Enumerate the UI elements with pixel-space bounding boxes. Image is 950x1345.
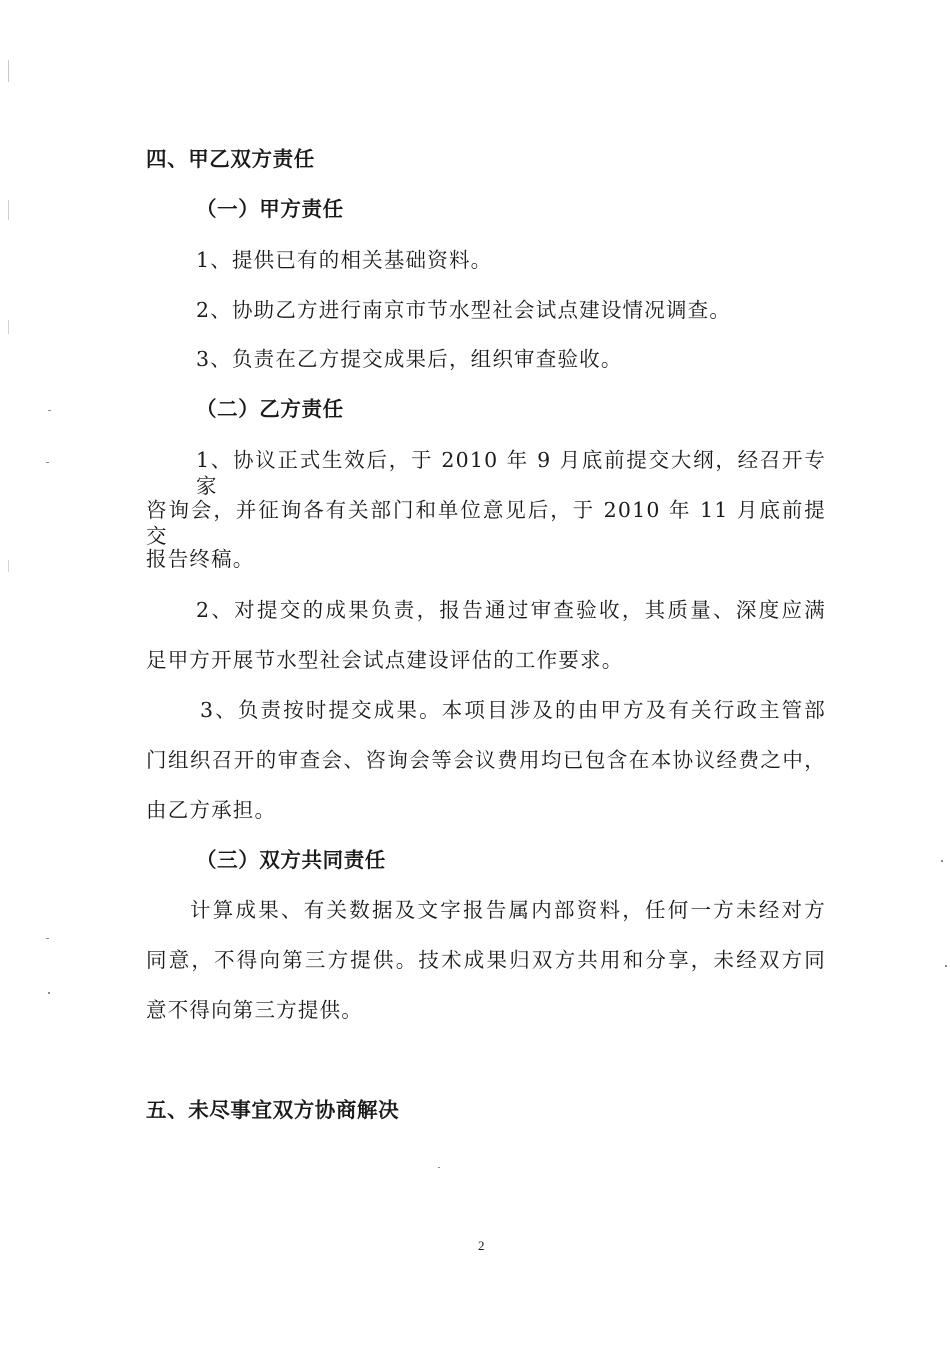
scan-speck <box>46 938 49 939</box>
scan-speck <box>8 320 9 334</box>
scan-speck <box>941 860 943 862</box>
subsection-1-heading: （一）甲方责任 <box>196 197 344 221</box>
joint-duty-line-2: 同意，不得向第三方提供。技术成果归双方共用和分享，未经双方同 <box>146 948 826 972</box>
party-a-item-3: 3、负责在乙方提交成果后，组织审查验收。 <box>196 347 623 371</box>
scan-speck <box>48 992 50 994</box>
party-a-item-2: 2、协助乙方进行南京市节水型社会试点建设情况调查。 <box>196 298 732 322</box>
subsection-3-heading: （三）双方共同责任 <box>196 848 386 872</box>
party-b-item-3-line-2: 门组织召开的审查会、咨询会等会议费用均已包含在本协议经费之中， <box>146 748 826 772</box>
joint-duty-line-3: 意不得向第三方提供。 <box>146 998 363 1022</box>
page-number: 2 <box>478 1238 485 1253</box>
joint-duty-line-1: 计算成果、有关数据及文字报告属内部资料，任何一方未经对方 <box>190 898 826 922</box>
party-a-item-1: 1、提供已有的相关基础资料。 <box>196 248 493 272</box>
subsection-2-heading: （二）乙方责任 <box>196 397 344 421</box>
scan-speck <box>48 410 51 411</box>
party-b-item-2-line-1: 2、对提交的成果负责，报告通过审查验收，其质量、深度应满 <box>196 598 826 622</box>
scan-speck <box>945 965 947 967</box>
party-b-item-1-line-2: 咨询会，并征询各有关部门和单位意见后，于 2010 年 11 月底前提交 <box>146 498 826 548</box>
scan-speck <box>8 200 9 220</box>
party-b-item-2-line-2: 足甲方开展节水型社会试点建设评估的工作要求。 <box>146 648 624 672</box>
party-b-item-1-line-1: 1、协议正式生效后，于 2010 年 9 月底前提交大纲，经召开专家 <box>196 448 826 498</box>
scan-speck <box>438 1167 440 1168</box>
party-b-item-3-line-3: 由乙方承担。 <box>146 798 277 822</box>
section-5-heading: 五、未尽事宜双方协商解决 <box>146 1098 400 1122</box>
scan-speck <box>46 462 49 463</box>
party-b-item-1-line-3: 报告终稿。 <box>146 547 255 571</box>
scan-speck <box>8 560 9 572</box>
scan-speck <box>8 60 9 82</box>
party-b-item-3-line-1: 3、负责按时提交成果。本项目涉及的由甲方及有关行政主管部 <box>200 698 826 722</box>
section-4-heading: 四、甲乙双方责任 <box>146 147 315 171</box>
